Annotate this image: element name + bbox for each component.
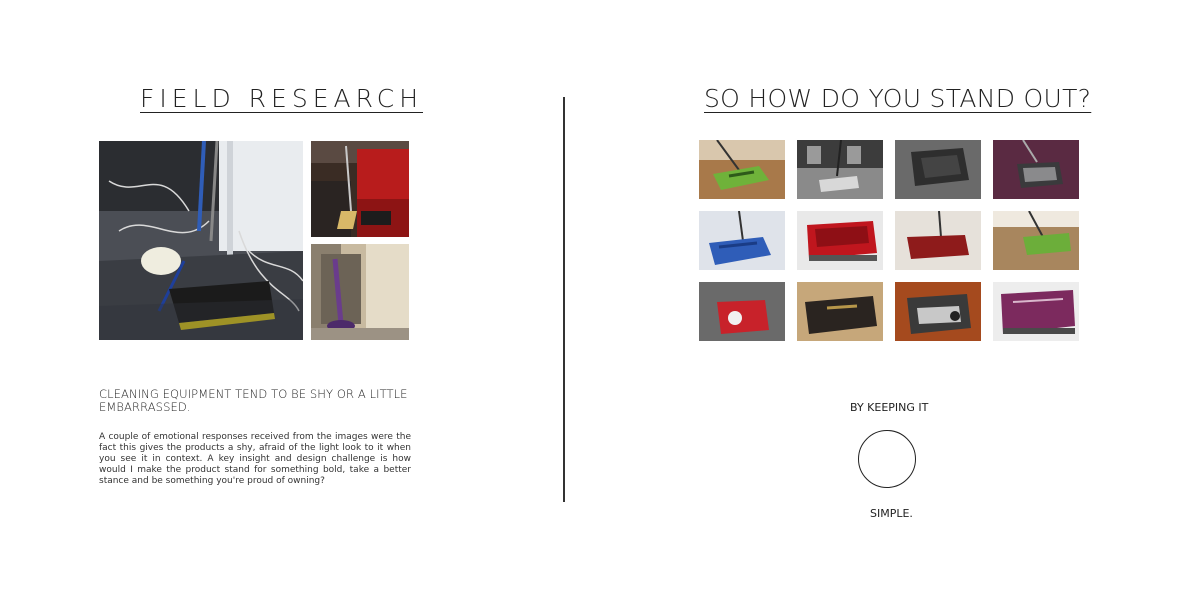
product-image-silver-black-sweeper (895, 282, 981, 341)
product-image-green-sweeper (699, 140, 785, 199)
product-image-black-sweeper (895, 140, 981, 199)
product-image-black-gold-sweeper (797, 282, 883, 341)
product-image-green-sweeper-rug (993, 211, 1079, 270)
tagline-top: BY KEEPING IT (850, 401, 929, 414)
research-heading: CLEANING EQUIPMENT TEND TO BE SHY OR A LITTLE EMBARRASSED. (99, 387, 408, 414)
product-image-grey-sweeper-purple-carpet (993, 140, 1079, 199)
product-image-purple-sweeper (993, 282, 1079, 341)
tagline-bottom: SIMPLE. (870, 507, 913, 520)
product-image-blue-sweeper (699, 211, 785, 270)
product-image-red-sweeper (797, 211, 883, 270)
field-photo-vacuum (311, 244, 409, 340)
simple-circle-graphic (858, 430, 916, 488)
page-divider (563, 97, 565, 502)
sweeper-product-grid (699, 140, 1079, 340)
field-photo-sweeper (99, 141, 303, 340)
field-research-title: FIELD RESEARCH (140, 84, 423, 113)
research-paragraph: A couple of emotional responses received from the images were the fact this gives the products a shy, afraid of the light look to it when you see it in context. A key insight and design challenge is how would I make the product stand for something bold, take a better stance and be something you're proud of owning? (99, 432, 411, 486)
stand-out-title: SO HOW DO YOU STAND OUT? (704, 84, 1092, 113)
product-image-dark-red-sweeper (895, 211, 981, 270)
field-photo-broom (311, 141, 409, 237)
product-image-silver-sweeper (797, 140, 883, 199)
product-image-red-white-sweeper (699, 282, 785, 341)
